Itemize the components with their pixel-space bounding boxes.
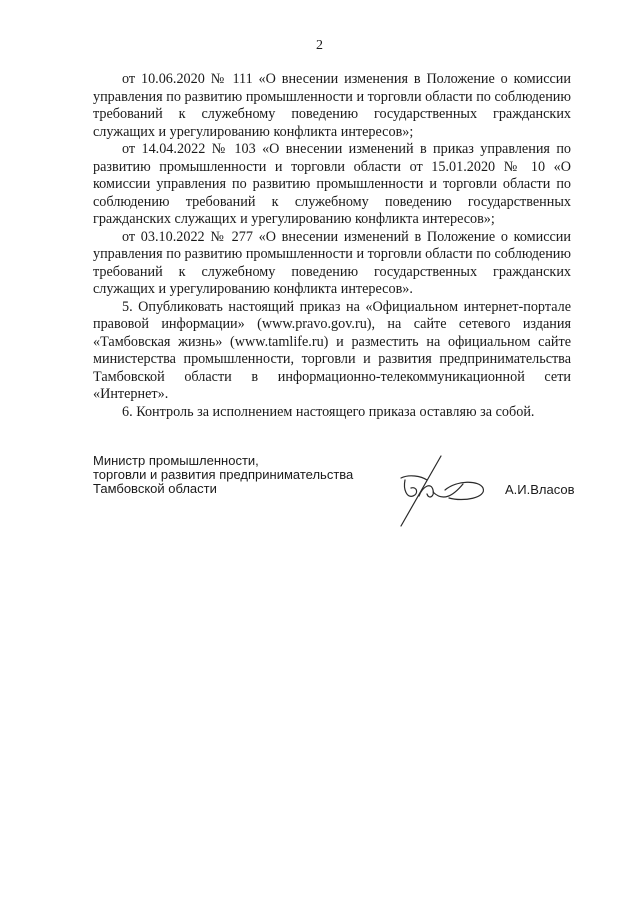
signer-title-line: Тамбовской области <box>93 481 217 496</box>
document-body <box>93 71 571 421</box>
page-number: 2 <box>316 38 323 53</box>
paragraph-order-111: от 10.06.2020 № 111 «О внесении изменения в Положение о комиссии управления по развитию промышленности и торговли области по соблюдению требований к служебному поведению государственных гражданских служащих и урегулированию конфликта интересов»; <box>93 71 571 140</box>
paragraph-item-5-publication: 5. Опубликовать настоящий приказ на «Официальном интернет-портале правовой информации» (www.pravo.gov.ru), на сайте сетевого издания «Тамбовская жизнь» (www.tamlife.ru) и разместить на официальном сайте министерства промышленности, торговли и развития предпринимательства Тамбовской области в информационно-телекоммуникационной сети «Интернет». <box>93 298 571 402</box>
paragraph-order-103: от 14.04.2022 № 103 «О внесении изменений в приказ управления по развитию промышленности и торговли области от 15.01.2020 № 10 «О комиссии управления по развитию промышленности и торговли области по соблюдению требований к служебному поведению государственных гражданских служащих и урегулированию конфликта интересов»; <box>93 141 571 227</box>
signer-title <box>93 454 353 496</box>
signer-name: А.И.Власов <box>505 482 575 497</box>
signer-title-line: Министр промышленности, <box>93 453 259 468</box>
signer-title-line: торговли и развития предпринимательства <box>93 467 354 482</box>
handwritten-signature <box>383 450 493 532</box>
signature-block <box>93 450 575 540</box>
paragraph-order-277: от 03.10.2022 № 277 «О внесении изменений в Положение о комиссии управления по развитию промышленности и торговли области по соблюдению требований к служебному поведению государственных гражданских служащих и урегулированию конфликта интересов». <box>93 228 571 297</box>
paragraph-item-6-control: 6. Контроль за исполнением настоящего приказа оставляю за собой. <box>122 403 535 420</box>
